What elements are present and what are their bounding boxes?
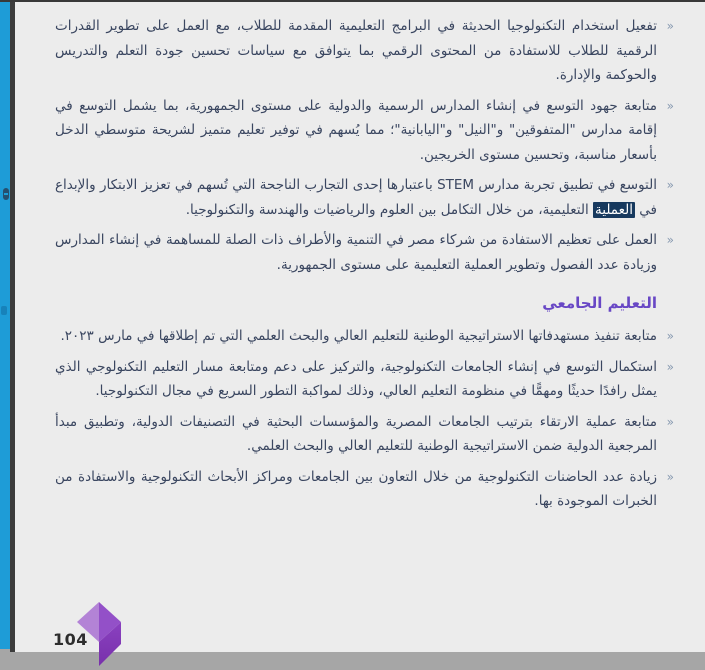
document-page: [15, 2, 705, 652]
bullet-text: متابعة جهود التوسع في إنشاء المدارس الرسمية والدولية على مستوى الجمهورية، بما يشمل التوسع في إقامة مدارس "المتفوقين" و"النيل" و"اليابانية"؛ مما يُسهم في توفير تعليم متميز لشريحة متوسطي الدخل بأسعار مناسبة، وتحسين مستوى الخريجين.: [55, 97, 657, 163]
bullet-item-university-3: [55, 410, 673, 459]
search-highlight: العملية: [595, 201, 633, 218]
bullet-marker-icon: «: [666, 414, 673, 429]
bullet-marker-icon: «: [666, 233, 673, 247]
page-number: 104: [53, 630, 88, 649]
window-top-edge: [0, 0, 705, 2]
window-left-edge: [0, 0, 10, 649]
bullet-text-after: التعليمية، من خلال التكامل بين العلوم والرياضيات والهندسة والتكنولوجيا.: [185, 201, 594, 218]
page-left-border: [10, 0, 15, 652]
bullet-marker-icon: «: [666, 178, 673, 192]
bullet-text: زيادة عدد الحاضنات التكنولوجية من خلال التعاون بين الجامعات ومراكز الأبحاث التكنولوجية والاستفادة من الخبرات الموجودة بها.: [55, 468, 657, 509]
edge-resize-handle[interactable]: [3, 188, 9, 200]
bullet-text: متابعة عملية الارتقاء بترتيب الجامعات المصرية والمؤسسات البحثية في التصنيفات الدولية، وتطبيق مبدأ المرجعية الدولية ضمن الاستراتيجية الوطنية للتعليم العالي والبحث العلمي.: [55, 413, 657, 454]
bullet-item-school-3: [55, 173, 673, 222]
page-content: [15, 2, 705, 514]
bullet-marker-icon: «: [666, 98, 673, 113]
section-heading-university-education: التعليم الجامعي: [542, 294, 657, 312]
bullet-marker-icon: «: [666, 329, 673, 343]
bullet-item-university-4: [55, 465, 673, 514]
bullet-text: تفعيل استخدام التكنولوجيا الحديثة في البرامج التعليمية المقدمة للطلاب، مع العمل على تطوير القدرات الرقمية للطلاب للاستفادة من المحتوى الرقمي بما يتوافق مع سياسات تحسين جودة التعلم والتدريس والحوكمة والإدارة.: [55, 18, 657, 83]
bullet-text: العمل على تعظيم الاستفادة من شركاء مصر في التنمية والأطراف ذات الصلة للمساهمة في إنشاء المدارس وزيادة عدد الفصول وتطوير العملية التعليمية على مستوى الجمهورية.: [55, 232, 657, 273]
bullet-text: متابعة تنفيذ مستهدفاتها الاستراتيجية الوطنية للتعليم العالي والبحث العلمي التي تم إطلاقها في مارس ٢٠٢٣.: [60, 328, 657, 344]
bullet-item-school-1: [55, 14, 673, 88]
bullet-marker-icon: «: [666, 359, 673, 374]
bullet-marker-icon: «: [666, 19, 673, 33]
bullet-item-school-2: [55, 94, 673, 168]
bullet-marker-icon: «: [666, 469, 673, 484]
bullet-item-university-2: [55, 355, 673, 404]
bullet-item-university-1: [55, 324, 673, 349]
bullet-text: استكمال التوسع في إنشاء الجامعات التكنولوجية، والتركيز على دعم ومتابعة مسار التعليم التكنولوجي الذي يمثل رافدًا حديثًا ومهمًّا في منظومة التعليم العالي، وذلك لمواكبة التطور السريع في مجال التكنولوجيا.: [55, 358, 657, 399]
bullet-item-school-4: [55, 228, 673, 277]
edge-scroll-marker: [1, 306, 7, 315]
bullet-text: [55, 173, 657, 222]
bullet-text-before: التوسع في تطبيق تجربة مدارس STEM باعتبارها إحدى التجارب الناجحة التي تُسهم في تعزيز الابتكار والإبداع في: [55, 177, 657, 218]
